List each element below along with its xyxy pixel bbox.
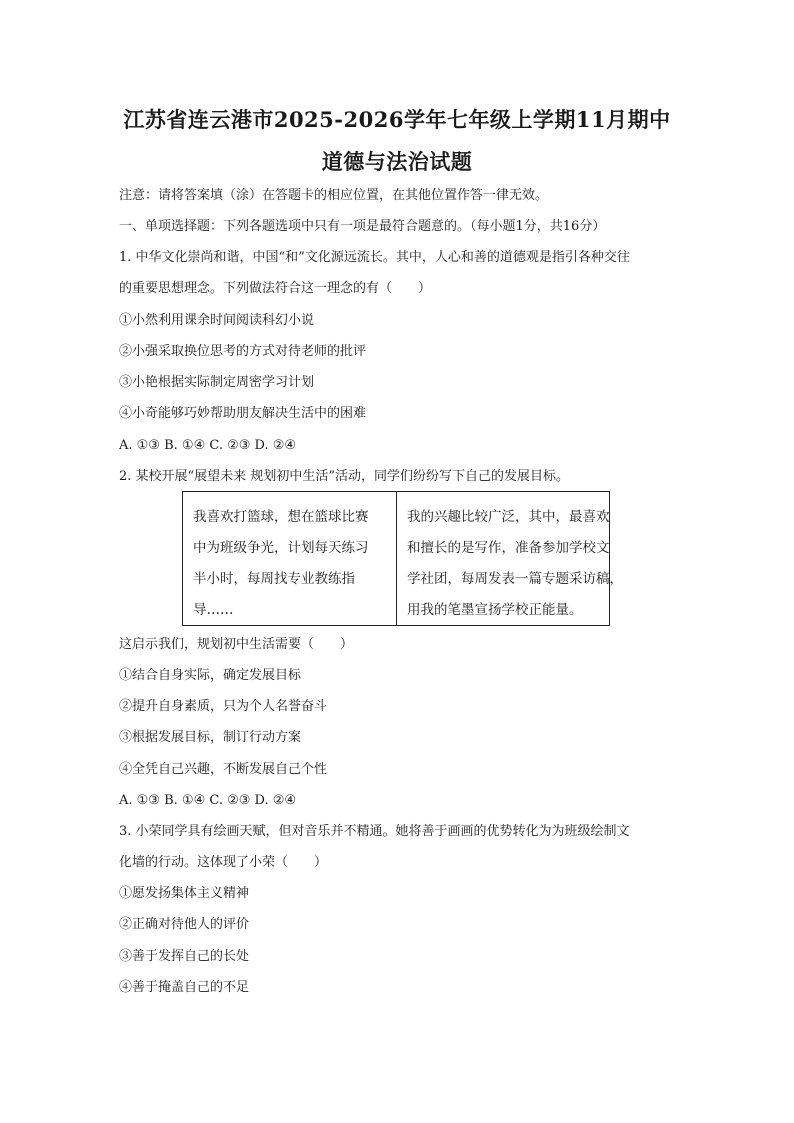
q1-statement-4: ④小奇能够巧妙帮助朋友解决生活中的困难: [119, 406, 367, 421]
q2-statement-4: ④全凭自己兴趣，不断发展自己个性: [119, 762, 328, 777]
q2-right-line-1: 我的兴趣比较广泛，其中，最喜欢: [407, 509, 610, 525]
q2-left-line-3: 半小时，每周找专业教练指: [193, 571, 355, 587]
q2-left-line-1: 我喜欢打篮球，想在篮球比赛: [193, 509, 369, 525]
q1-statement-1: ①小然利用课余时间阅读科幻小说: [119, 313, 315, 328]
q1-statement-3: ③小艳根据实际制定周密学习计划: [119, 375, 315, 390]
q2-right-line-4: 用我的笔墨宣扬学校正能量。: [407, 602, 583, 618]
q3-stem-line1: 3. 小荣同学具有绘画天赋，但对音乐并不精通。她将善于画画的优势转化为为班级绘制文: [119, 824, 630, 839]
q2-stem: 2. 某校开展“展望未来 规划初中生活”活动，同学们纷纷写下自己的发展目标。: [119, 469, 569, 484]
section-heading: 一、单项选择题：下列各题选项中只有一项是最符合题意的。（每小题1分，共16分）: [119, 219, 606, 234]
q2-choices: A. ①③ B. ①④ C. ②③ D. ②④: [119, 793, 297, 808]
q1-stem-line2: 的重要思想理念。下列做法符合这一理念的有（ ）: [119, 281, 432, 296]
q3-stem-line2: 化墙的行动。这体现了小荣（ ）: [119, 855, 328, 870]
q2-prompt: 这启示我们，规划初中生活需要（ ）: [119, 637, 354, 652]
q3-statement-4: ④善于掩盖自己的不足: [119, 980, 250, 995]
q2-right-line-2: 和擅长的是写作，准备参加学校文: [407, 540, 610, 556]
q3-statement-2: ②正确对待他人的评价: [119, 917, 250, 932]
page-subtitle: 道德与法治试题: [321, 149, 473, 174]
q2-table-right-cell: [396, 492, 623, 625]
q2-goal-table: [182, 491, 623, 626]
q2-right-line-3: 学社团，每周发表一篇专题采访稿，: [407, 571, 623, 587]
q2-left-line-2: 中为班级争光，计划每天练习: [193, 540, 369, 556]
q1-statement-2: ②小强采取换位思考的方式对待老师的批评: [119, 344, 367, 359]
exam-notice: 注意：请将答案填（涂）在答题卡的相应位置，在其他位置作答一律无效。: [119, 188, 549, 203]
page-title: 江苏省连云港市2025-2026学年七年级上学期11月期中: [123, 107, 671, 132]
q2-statement-2: ②提升自身素质，只为个人名誉奋斗: [119, 699, 328, 714]
q3-statement-3: ③善于发挥自己的长处: [119, 949, 250, 964]
q1-stem-line1: 1. 中华文化崇尚和谐，中国“和”文化源远流长。其中，人心和善的道德观是指引各种交往: [119, 250, 630, 265]
q2-table-left-cell: [183, 492, 396, 625]
q2-statement-3: ③根据发展目标，制订行动方案: [119, 730, 302, 745]
q3-statement-1: ①愿发扬集体主义精神: [119, 886, 250, 901]
q1-choices: A. ①③ B. ①④ C. ②③ D. ②④: [119, 438, 297, 453]
q2-statement-1: ①结合自身实际，确定发展目标: [119, 668, 302, 683]
q2-left-line-4: 导……: [193, 602, 234, 618]
